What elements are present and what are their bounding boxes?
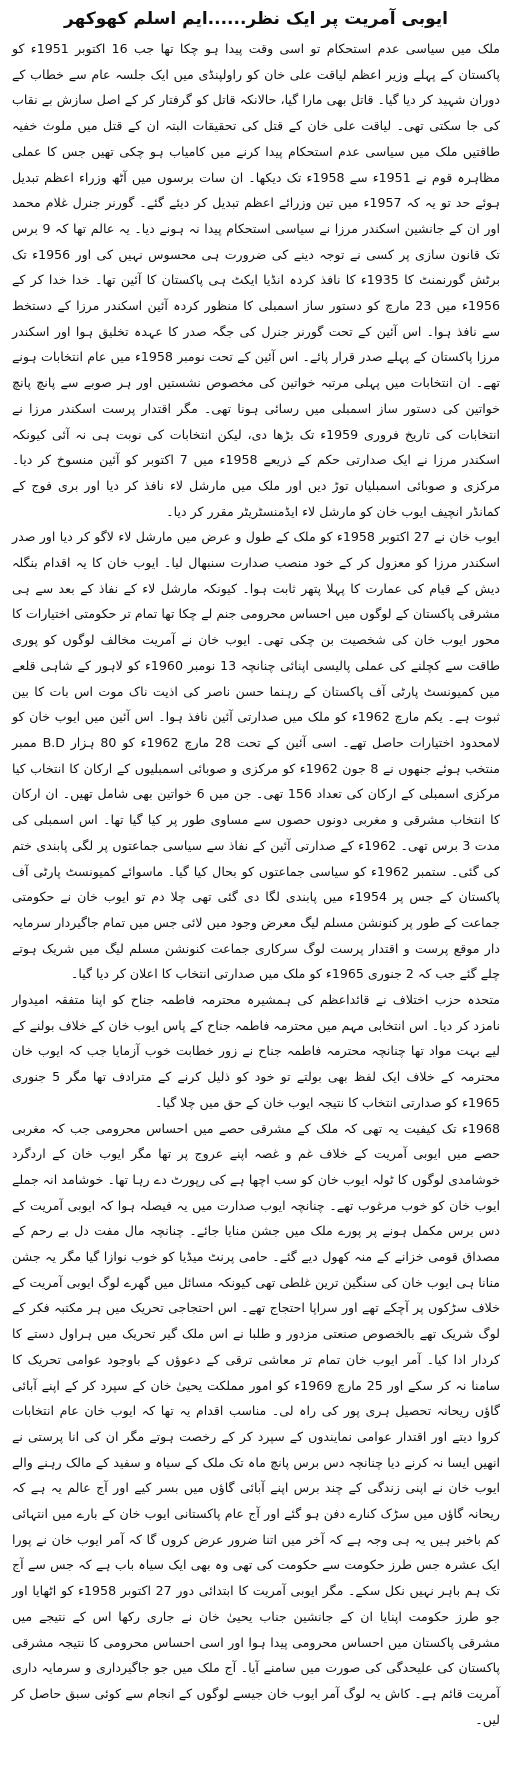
article-paragraph: 1968ء تک کیفیت یہ تھی کہ ملک کے مشرقی حصے میں احساس محرومی جب کہ مغربی حصے میں ایوبی آمریت کے خلاف غم و غصہ اپنے عروج پر تھا مگر ایوب خان کے اردگرد خوشامدی لوگوں کا ٹولہ ایوب خان کو سب اچھا ہے کی رپورٹ دے رہا تھا۔ خوشامد انہ جملے ایوب خان کو خوب مرغوب تھے۔ چنانچہ ایوب صدارت میں یہ فیصلہ ہوا کہ ایوبی آمریت کے دس برس مکمل ہونے پر پورے ملک میں جشن منایا جائے۔ چنانچہ مال مفت دل بے رحم کے مصداق قومی خزانے کے منہ کھول دیے گئے۔ حامی پرنٹ میڈیا کو خوب نوازا گیا مگر یہ جشن منانا ہی ایوب خان کی سنگین ترین غلطی تھی کیونکہ مسائل میں گھرے لوگ ایوبی آمریت کے خلاف سڑکوں پر آچکے تھے اور سراپا احتجاج تھے۔ اس احتجاجی تحریک میں ہر مکتبہ فکر کے لوگ شریک تھے بالخصوص صنعتی مزدور و طلبا نے اس ملک گیر تحریک میں ہراول دستے کا کردار ادا کیا۔ آمر ایوب خان تمام تر معاشی ترقی کے دعوؤں کے باوجود عوامی تحریک کا سامنا نہ کر سکے اور 25 مارچ 1969ء کو امور مملکت یحییٰ خان کے سپرد کر کے اپنے آبائی گاؤں ریحانہ تحصیل ہری پور کی راہ لی۔ مناسب اقدام یہ تھا کہ ایوب خان عام انتخابات کروا دیتے اور اقتدار عوامی نمایندوں کے سپرد کر کے رخصت ہوتے مگر ان کی انا پرستی نے انھیں ایسا نہ کرنے دیا چنانچہ دس برس پانچ ماہ تک ملک کے سیاہ و سفید کے مالک رہنے والے ایوب خان نے اپنی زندگی کے چند برس اپنے آبائی گاؤں میں بسر کیے اور آج عالم یہ ہے کہ ریحانہ گاؤں میں سڑک کنارے دفن ہو گئے اور آج عام پاکستانی ایوب خان کے بارے میں انتہائی کم باخبر ہیں یہ ہی وجہ ہے کہ آخر میں اتنا ضرور عرض کروں گا کہ آمر ایوب خان نے پورا ایک عشرہ جس طرز حکومت سے حکومت کی تھی وہ بھی ایک سیاہ باب ہے کہ جس سے آج تک ہم باہر نہیں نکل سکے۔ مگر ایوبی آمریت کا ابتدائی دور 27 اکتوبر 1958ء کو اٹھایا اور جو طرز حکومت اپنایا ان کے جانشین جناب یحییٰ خان نے جاری رکھا اس کے نتیجے میں مشرقی پاکستان میں احساس محرومی پیدا ہوا اور اسی احساس محرومی کا نتیجہ مشرقی پاکستان کی علیحدگی کی صورت میں سامنے آیا۔ آج ملک میں جو جاگیرداری و سرمایہ داری آمریت قائم ہے۔ کاش یہ لوگ آمر ایوب خان جیسے لوگوں کے انجام سے کوئی سبق حاصل کر لیں۔ [12, 1120, 500, 1727]
article-body [12, 36, 500, 1732]
article-paragraph: ملک میں سیاسی عدم استحکام تو اسی وقت پیدا ہو چکا تھا جب 16 اکتوبر 1951ء کو پاکستان کے پہلے وزیر اعظم لیاقت علی خان کو راولپنڈی میں ایک جلسہ عام سے خطاب کے دوران شہید کر دیا گیا۔ قاتل بھی مارا گیا، حالانکہ قاتل کو گرفتار کر کے اصل سازش بے نقاب کی جا سکتی تھی۔ لیاقت علی خان کے قتل کی تحقیقات البتہ ان کے قتل میں ملوث خفیہ طاقتیں ملک میں سیاسی عدم استحکام پیدا کرنے میں کامیاب ہو چکی تھیں جس کا عملی مظاہرہ قوم نے 1951ء سے 1958ء تک دیکھا۔ ان سات برسوں میں آٹھ وزراء اعظم تبدیل ہوئے حد تو یہ کہ 1957ء میں تین وزرائے اعظم تبدیل کر دیئے گئے۔ گورنر جنرل غلام محمد اور ان کے جانشین اسکندر مرزا نے سیاسی استحکام پیدا نہ ہونے دیا۔ یہ عالم تھا کہ 9 برس تک قانون سازی پر کسی نے توجہ دینے کی ضرورت ہی محسوس نہیں کی اور 1956ء تک برٹش گورنمنٹ کا 1935ء کا نافذ کردہ انڈیا ایکٹ ہی پاکستان کا آئین تھا۔ خدا خدا کر کے 1956ء میں 23 مارچ کو دستور ساز اسمبلی کا منظور کردہ آئین اسکندر مرزا کے دستخط سے نافذ ہوا۔ اس آئین کے تحت گورنر جنرل کی جگہ صدر کا عہدہ تخلیق ہوا اور اسکندر مرزا پاکستان کے پہلے صدر قرار پائے۔ اس آئین کے تحت نومبر 1958ء میں عام انتخابات ہونے تھے۔ ان انتخابات میں پہلی مرتبہ خواتین کی مخصوص نشستیں اور ہر صوبے سے پانچ پانچ خواتین کی دستور ساز اسمبلی میں رسائی ہونا تھی۔ مگر اقتدار پرست اسکندر مرزا نے انتخابات کی تاریخ فروری 1959ء تک بڑھا دی، لیکن انتخابات کی نوبت ہی نہ آئی کیونکہ اسکندر مرزا نے ایک صدارتی حکم کے ذریعے 1958ء میں 7 اکتوبر کو آئین منسوخ کر دیا۔ مرکزی و صوبائی اسمبلیاں توڑ دیں اور ملک میں مارشل لاء نافذ کر دیا اور بری فوج کے کمانڈر انچیف ایوب خان کو مارشل لاء ایڈمنسٹریٹر مقرر کر دیا۔ [12, 41, 501, 519]
article-paragraph: متحدہ حزب اختلاف نے قائداعظم کی ہمشیرہ محترمہ فاطمہ جناح کو اپنا متفقہ امیدوار نامزد کر دیا۔ اس انتخابی مہم میں محترمہ فاطمہ جناح کے پاس ایوب خان کے خلاف بولنے کے لیے بہت مواد تھا چنانچہ محترمہ فاطمہ جناح نے زور خطابت خوب آزمایا جب کہ ایوب خان محترمہ کے خلاف ایک لفظ بھی بولتے تو خود کو ذلیل کرنے کے مترادف تھا مگر 5 جنوری 1965ء کو صدارتی انتخاب کا نتیجہ ایوب خان کے حق میں چلا گیا۔ [12, 992, 500, 1110]
article-headline: ایوبی آمریت پر ایک نظر......ایم اسلم کھوکھر [64, 9, 448, 29]
article-paragraph: ایوب خان نے 27 اکتوبر 1958ء کو ملک کے طول و عرض میں مارشل لاء لاگو کر دیا اور صدر اسکندر مرزا کو معزول کر کے خود منصب صدارت سنبھال لیا۔ ایوب خان کا یہ اقدام بنگلہ دیش کے قیام کی عمارت کا پہلا پتھر ثابت ہوا۔ کیونکہ مارشل لاء کے نفاذ کے بعد سے ہی مشرقی پاکستان کے لوگوں میں احساس محرومی جنم لے چکا تھا تمام تر حکومتی اختیارات کا محور ایوب خان کی شخصیت بن چکی تھی۔ ایوب خان نے آمریت مخالف لوگوں کو پوری طاقت سے کچلنے کی عملی پالیسی اپنائی چنانچہ 13 نومبر 1960ء کو لاہور کے شاہی قلعے میں کمیونسٹ پارٹی آف پاکستان کے رہنما حسن ناصر کی اذیت ناک موت اس بات کا بین ثبوت ہے۔ یکم مارچ 1962ء کو ملک میں صدارتی آئین نافذ ہوا۔ اس آئین میں ایوب خان کو لامحدود اختیارات حاصل تھے۔ اسی آئین کے تحت 28 مارچ 1962ء کو 80 ہزار B.D ممبر منتخب ہوئے جنھوں نے 8 جون 1962ء کو مرکزی و صوبائی اسمبلیوں کے ارکان کا انتخاب کیا مرکزی اسمبلی کے ارکان کی تعداد 156 تھی۔ جن میں 6 خواتین بھی شامل تھیں۔ ان ارکان کا انتخاب مشرقی و مغربی دونوں حصوں سے مساوی طور پر کیا گیا تھا۔ اس اسمبلی کی مدت 3 برس تھی۔ 1962ء کے صدارتی آئین کے نفاذ سے سیاسی جماعتوں پر لگی پابندی ختم کی گئی۔ ستمبر 1962ء کو سیاسی جماعتوں کو بحال کیا گیا۔ ماسوائے کمیونسٹ پارٹی آف پاکستان کے جس پر 1954ء میں پابندی لگا دی گئی تھی چلا دم تو ایوب خان نے حکومتی جماعت کے طور پر کنونشن مسلم لیگ معرض وجود میں لائی جس میں تمام جاگیردار سرمایہ دار موقع پرست و اقتدار پرست لوگ سرکاری جماعت کنونشن مسلم لیگ میں شریک ہوتے چلے گئے جب کہ 2 جنوری 1965ء کو ملک میں صدارتی انتخاب کا اعلان کر دیا گیا۔ [12, 529, 501, 982]
